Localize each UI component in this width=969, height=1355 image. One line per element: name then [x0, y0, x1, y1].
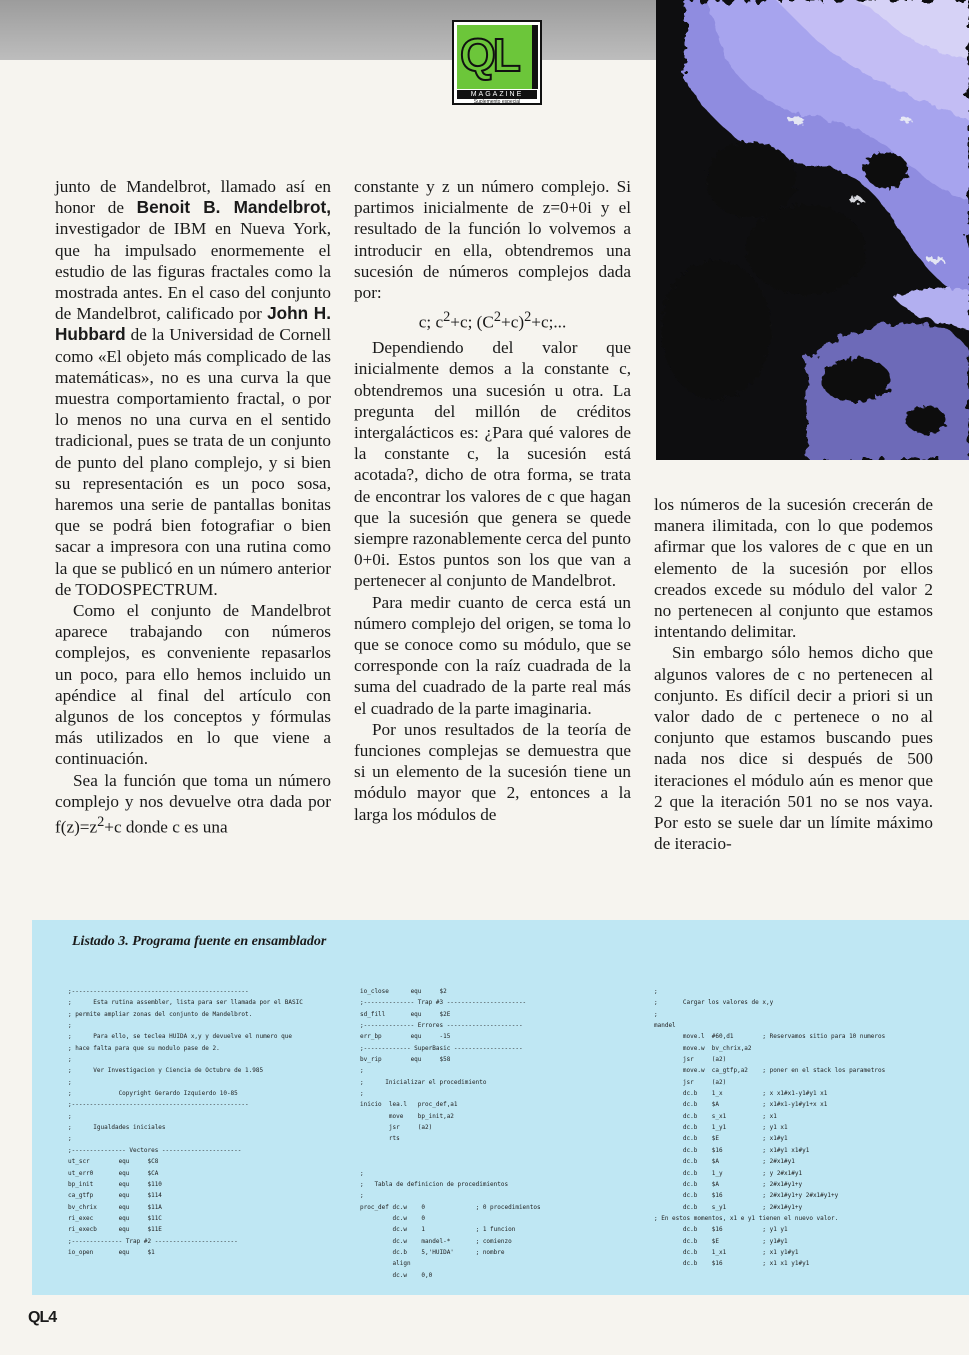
fractal-drawing — [656, 0, 969, 460]
assembler-code-block-3: ; ; Cargar los valores de x,y ; mandel move.l #60,d1 ; Reservamos sitio para 10 numeros move.w bv_chrix,a2 jsr (a2) move.w ca_gtfp,a2 ; poner en el stack los parametros jsr (a2) dc.b 1_x ; x x1#x1-y1#y1 x1 dc.b $A ; x1#x1-y1#y1+x x1 dc.b s_x1 ; x1 dc.b 1_y1 ; y1 x1 dc.b $E ; x1#y1 dc.b $16 ; x1#y1 x1#y1 dc.b $A ; 2#x1#y1 dc.b 1_y ; y 2#x1#y1 dc.b $A ; 2#x1#y1+y dc.b $16 ; 2#x1#y1+y 2#x1#y1+y dc.b s_y1 ; 2#x1#y1+y ; En estos momentos, x1 e y1 tienen el nuevo valor. dc.b $16 ; y1 y1 dc.b $E ; y1#y1 dc.b 1_x1 ; x1 y1#y1 dc.b $16 ; x1 x1 y1#y1 — [654, 988, 886, 1268]
logo-bar — [532, 25, 538, 89]
assembler-code-block-2: io_close equ $2 ;-------------- Trap #3 ---------------------- sd_fill equ $2E ;-------------- Errores --------------------- err_bp equ -15 ;------------- SuperBasic ------------------- bv_rip equ $58 ; ; Inicializar el procedimiento ; inicio lea.l proc_def,a1 move bp_init,a2 jsr (a2) rts ; ; Tabla de definicion de procedimientos ; proc_def dc.w 0 ; 0 procedimientos dc.w 0 dc.w 1 ; 1 funcion dc.w mandel-* ; comienzo dc.b 5,'HUIDA' ; nombre align dc.w 0,0 — [360, 988, 541, 1279]
column1-paragraph-3: Sea la función que toma un número complejo y nos devuelve otra dada por $f(z)=z^2+c$ donde c es una — [55, 770, 331, 837]
header-band — [0, 0, 656, 60]
logo-band: MAGAZINE — [457, 90, 537, 99]
logo-subtitle: Suplemento especial — [473, 99, 521, 105]
logo-text: QL — [460, 29, 518, 81]
article-column-3 — [654, 494, 933, 854]
listing-title: Listado 3. Programa fuente en ensamblador — [72, 934, 327, 949]
column3-paragraph-1: los números de la sucesión crecerán de manera ilimitada, con lo que podemos afirmar que los valores de c que en un elemento de la sucesión por ellos creados excede su módulo del valor 2 no pertenecen al conjunto que estamos intentando delimitar. — [654, 495, 933, 642]
page-number: QL4 — [28, 1309, 57, 1326]
listing-3-box — [32, 920, 969, 1295]
mandelbrot-fractal-image — [656, 0, 969, 460]
column3-paragraph-2: Sin embargo sólo hemos dicho que algunos valores de c no pertenecen al conjunto. Es difícil decir a priori si un valor dado de c pertenece o no al conjunto que estamos buscando pues nada nos dice si después de 500 iteraciones el módulo aún es menor que 2 que la iteración 501 no se nos vaya. Por esto se suele dar un límite máximo de iteracio- — [654, 643, 933, 854]
column2-paragraph-1: Dependiendo del valor que inicialmente demos a la constante c, obtendremos una sucesión u otra. La pregunta del millón de créditos intergalácticos es: ¿Para qué valores de la constante c, la sucesión está acotada?, dicho de otra forma, se trata de encontrar los valores de c que hagan que la sucesión que genera se quede siempre razonablemente cerca del punto 0+0i. Estos puntos son los que van a pertenecer al conjunto de Mandelbrot. — [354, 338, 631, 591]
column2-paragraph-3: Por unos resultados de la teoría de funciones complejas se demuestra que si un elemento de la sucesión tiene un módulo mayor que 2, entonces a la larga los módulos de — [354, 719, 631, 824]
column2-intro-paragraph: constante y z un número complejo. Si partimos inicialmente de z=0+0i y el resultado de la función lo volvemos a introducir en ella, obtendremos una sucesión de números complejos dada por: — [354, 177, 631, 303]
article-column-2 — [354, 176, 631, 825]
assembler-code-block-1: ;------------------------------------------------- ; Esta rutina assembler, lista para ser llamada por el BASIC ; permite ampliar zonas del conjunto de Mandelbrot. ; ; Para ello, se teclea HUIDA x,y y devuelve el numero que ; hace falta para que su modulo pase de 2. ; ; Ver Investigacion y Ciencia de Octubre de 1.985 ; ; Copyright Gerardo Izquierdo 10-85 ;------------------------------------------------- ; ; Igualdades iniciales ; ;--------------- Vectores ---------------------- ut_scr equ $C8 ut_err0 equ $CA bp_init equ $110 ca_gtfp equ $114 bv_chrix equ $11A ri_exec equ $11C ri_execb equ $11E ;-------------- Trap #2 ----------------------- io_open equ $1 — [68, 988, 303, 1256]
iteration-formula: c; $c^2+c$; $(C^2+c)^2+c$;... — [418, 309, 567, 332]
ql-magazine-logo — [452, 20, 542, 105]
column1-paragraph-1: junto de Mandelbrot, llamado así en honor de Benoit B. Mandelbrot, investigador de IBM en Nueva York, que ha impulsado enormemente el estudio de las figuras fractales como la mostrada antes. En el caso del conjunto de Mandelbrot, calificado por John H. Hubbard de la Universidad de Cornell como «El objeto más complicado de las matemáticas», no es una curva la que muestra comportamiento fractal, o por lo menos no una curva en el sentido tradicional, pues se trata de un conjunto de punto del plano complejo, y si bien su representación es un poco sosa, haremos una serie de pantallas bonitas que se podrá bien fotografiar o bien sacar a impresora con una rutina como la que se publicó en un número anterior de TODOSPECTRUM. — [55, 177, 331, 599]
article-column-1 — [55, 176, 331, 838]
column2-paragraph-2: Para medir cuanto de cerca está un número complejo del origen, se toma lo que se conoce como su módulo, que se corresponde con la raíz cuadrada de la suma del cuadrado de la parte real más el cuadrado de la parte imaginaria. — [354, 592, 631, 718]
column1-paragraph-2: Como el conjunto de Mandelbrot aparece trabajando con números complejos, es conveniente repasarlos un poco, para ello hemos incluido un apéndice al final del artículo con algunos de los conceptos y fórmulas más utilizados en lo que viene a continuación. — [55, 601, 331, 769]
